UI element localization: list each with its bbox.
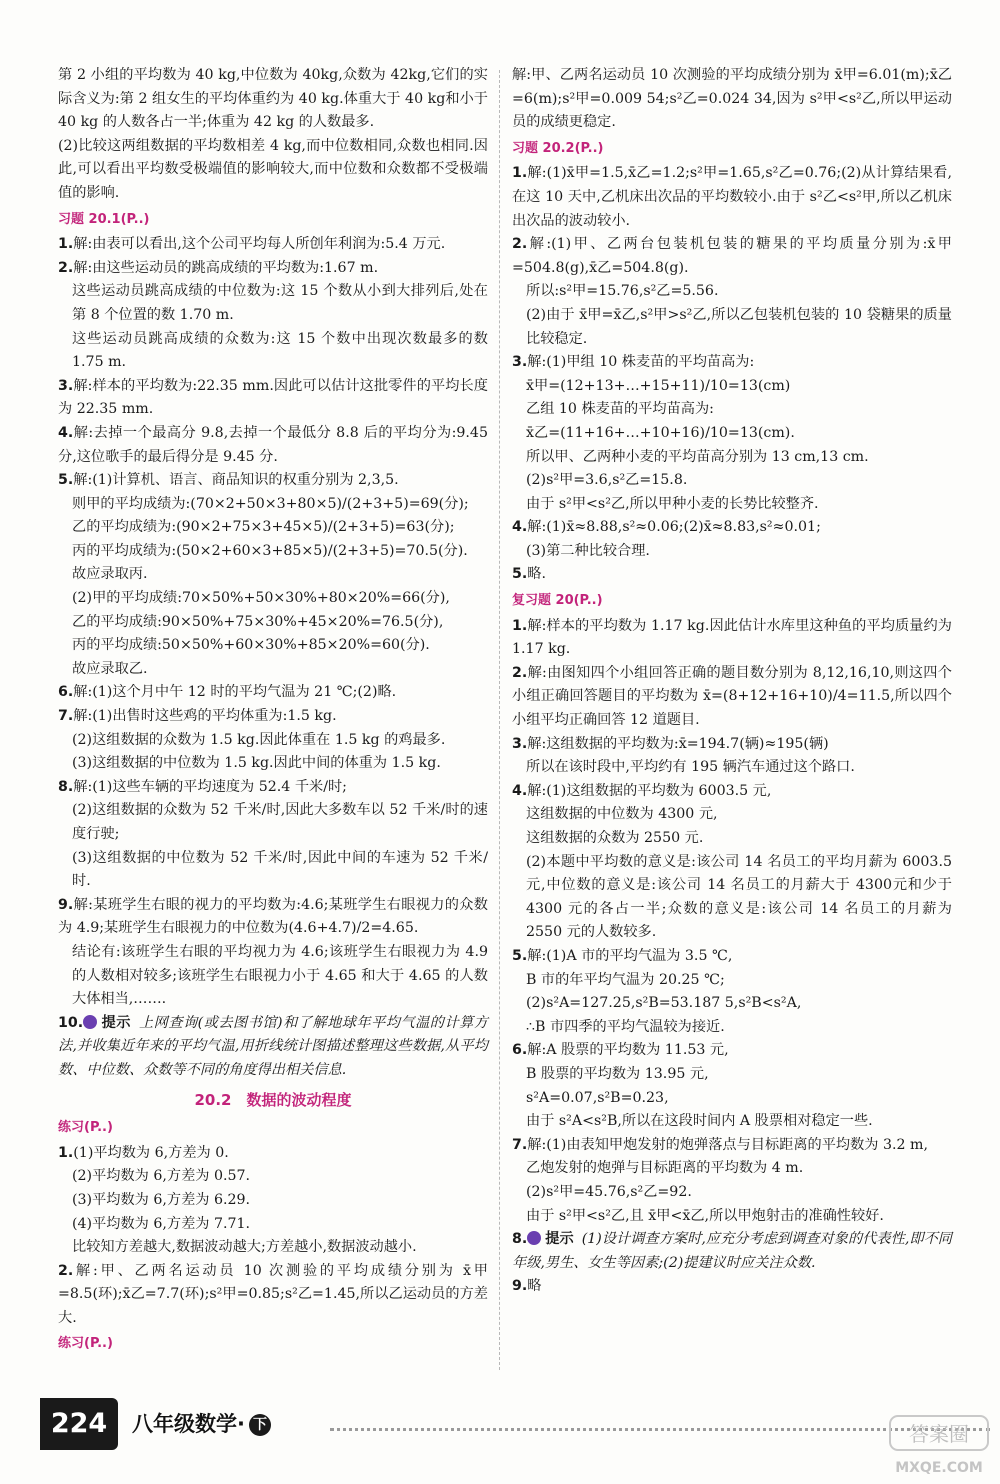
answer-line — [512, 563, 952, 587]
item-number: 6. — [58, 684, 74, 701]
answer-line — [512, 304, 952, 351]
answer-line-text: 解:由图知四个小组回答正确的题目数分别为 8,12,16,10,则这四个小组正确回答题目的平均数为 x̄=(8+12+16+10)/4=11.5,所以四个小组平均正确回答 12 道题目. — [512, 664, 952, 729]
answer-line-text: 解:某班学生右眼的视力的平均数为:4.6;某班学生右眼视力的众数为 4.9;某班学生右眼视力的中位数为(4.6+4.7)/2=4.65. — [58, 896, 488, 937]
answer-line-text: (1)平均数为 6,方差为 0. — [73, 1144, 229, 1161]
section-heading-text: 复习题 20(P..) — [512, 593, 603, 609]
item-number: 4. — [58, 424, 74, 441]
answer-line-text: 解:由这些运动员的跳高成绩的平均数为:1.67 m. — [73, 259, 379, 276]
answer-line — [58, 705, 488, 729]
answer-line — [512, 398, 952, 422]
answer-line-text: 解:样本的平均数为:22.35 mm.因此可以估计这批零件的平均长度为 22.35 mm. — [58, 377, 488, 418]
item-number: 6. — [512, 1042, 528, 1059]
left-column — [58, 64, 488, 1358]
item-number: 10. — [58, 1014, 84, 1031]
section-heading — [58, 208, 488, 232]
answer-line-text: 丙的平均成绩为:(50×2+60×3+85×5)/(2+3+5)=70.5(分). — [72, 542, 468, 559]
answer-line-text: 这些运动员跳高成绩的中位数为:这 15 个数从小到大排列后,处在第 8 个位置的数 1.70 m. — [72, 283, 488, 323]
answer-line-text: 解:(1)A 市的平均气温为 3.5 ℃, — [527, 947, 733, 964]
answer-line-text: 略. — [527, 566, 546, 583]
section-heading-text: 练习(P..) — [58, 1120, 113, 1136]
answer-line-text: 解:这组数据的平均数为:x̄=194.7(辆)≈195(辆) — [527, 735, 829, 752]
answer-line-text: (2)s²A=127.25,s²B=53.187 5,s²B<s²A, — [526, 995, 802, 1012]
answer-line-text: 解:(1)x̄≈8.88,s²≈0.06;(2)x̄≈8.83,s²≈0.01; — [527, 519, 821, 536]
answer-line — [512, 992, 952, 1016]
hint-text: 上网查询(或去图书馆)和了解地球年平均气温的计算方法,并收集近年来的平均气温,用折线统计图描述整理这些数据,从平均数、中位数、众数等不同的角度得出相关信息. — [58, 1014, 488, 1078]
answer-line — [58, 1260, 488, 1331]
chapter-title-text: 20.2 数据的波动程度 — [194, 1090, 352, 1109]
answer-line-text: 解:去掉一个最高分 9.8,去掉一个最低分 8.8 后的平均分为:9.45 分,这位歌手的最后得分是 9.45 分. — [58, 424, 488, 465]
answer-line — [512, 280, 952, 304]
answer-line — [512, 1063, 952, 1087]
answer-line — [512, 733, 952, 757]
answer-line — [58, 1142, 488, 1166]
answer-line — [58, 469, 488, 493]
answer-line — [58, 375, 488, 422]
page-footer — [40, 1398, 1000, 1458]
answer-line — [58, 729, 488, 753]
answer-line — [512, 1157, 952, 1181]
answer-line-text: 这组数据的众数为 2550 元. — [526, 830, 704, 846]
section-heading — [58, 1116, 488, 1140]
item-number: 2. — [512, 236, 528, 253]
answer-line — [512, 1181, 952, 1205]
answer-line-text: 第 2 小组的平均数为 40 kg,中位数为 40kg,众数为 42kg,它们的实际含义为:第 2 组女生的平均体重约为 40 kg.体重大于 40 kg和小于 40 kg 的人数各占一半;体重为 42 kg 的人数最多. — [58, 67, 488, 131]
answer-line — [58, 894, 488, 941]
answer-line — [58, 847, 488, 894]
answer-line-text: B 市的年平均气温为 20.25 ℃; — [526, 971, 725, 988]
hint-icon — [527, 1231, 541, 1245]
answer-line — [58, 233, 488, 257]
answer-line-text: 乙的平均成绩:90×50%+75×30%+45×20%=76.5(分), — [72, 613, 444, 630]
answer-line-text: (2)平均数为 6,方差为 0.57. — [72, 1168, 251, 1185]
section-heading — [512, 589, 952, 613]
answer-line-text: (3)平均数为 6,方差为 6.29. — [72, 1191, 251, 1208]
answer-line — [58, 799, 488, 846]
item-number: 5. — [512, 947, 528, 964]
answer-line-text: 解:(1)由表知甲炮发射的炮弹落点与目标距离的平均数为 3.2 m, — [527, 1136, 929, 1153]
answer-line — [512, 422, 952, 446]
answer-line — [58, 1236, 488, 1260]
answer-line — [512, 233, 952, 280]
section-heading-text: 习题 20.1(P..) — [58, 211, 150, 227]
answer-line-text: (2)比较这两组数据的平均数相差 4 kg,而中位数相同,众数也相同.因此,可以看出平均数受极端值的影响较大,而中位数和众数都不受极端值的影响. — [58, 137, 488, 201]
answer-line-text: 这组数据的中位数为 4300 元, — [526, 806, 718, 823]
answer-line-text: 解:(1)出售时这些鸡的平均体重为:1.5 kg. — [73, 708, 337, 725]
answer-line — [512, 662, 952, 733]
answer-line — [512, 827, 952, 851]
answer-line-text: (2)这组数据的众数为 1.5 kg.因此体重在 1.5 kg 的鸡最多. — [72, 731, 446, 748]
answer-line — [58, 941, 488, 1012]
answer-line-text: 解:(1)x̄甲=1.5,x̄乙=1.2;s²甲=1.65,s²乙=0.76;(2)从计算结果看,在这 10 天中,乙机床出次品的平均数较小.由于 s²乙<s²甲,所以乙机床出次品的波动较小. — [512, 165, 952, 229]
answer-line — [512, 756, 952, 780]
answer-line-text: 结论有:该班学生右眼的平均视力为 4.6;该班学生右眼视力为 4.9 的人数相对较多;该班学生右眼视力小于 4.65 和大于 4.65 的人数大体相当,……. — [72, 943, 488, 1008]
answer-line — [58, 422, 488, 469]
site-watermark-logo — [884, 1412, 994, 1482]
answer-line — [58, 776, 488, 800]
item-number: 1. — [58, 236, 74, 253]
answer-line — [512, 375, 952, 399]
answer-line — [512, 1205, 952, 1229]
answer-line — [58, 658, 488, 682]
answer-line — [58, 280, 488, 327]
answer-line-text: (3)这组数据的中位数为 52 千米/时,因此中间的车速为 52 千米/时. — [72, 849, 488, 890]
answer-line-text: 乙组 10 株麦苗的平均苗高为: — [526, 401, 714, 418]
answer-line-text: (3)这组数据的中位数为 1.5 kg.因此中间的体重为 1.5 kg. — [72, 755, 441, 772]
item-number: 1. — [512, 617, 528, 634]
answer-line-text: ∴B 市四季的平均气温较为接近. — [526, 1018, 725, 1035]
answer-line-text: 解:A 股票的平均数为 11.53 元, — [527, 1042, 729, 1059]
answer-line — [512, 64, 952, 135]
item-number: 2. — [58, 259, 74, 276]
item-number: 7. — [512, 1136, 528, 1153]
item-number: 5. — [512, 566, 528, 583]
answer-line — [58, 563, 488, 587]
column-divider — [499, 70, 500, 1370]
answer-line — [512, 969, 952, 993]
chapter-title — [58, 1089, 488, 1113]
answer-line-text: 解:(1)甲、乙两台包装机包装的糖果的平均质量分别为:x̄甲=504.8(g),x̄乙=504.8(g). — [512, 236, 952, 276]
answer-line-text: x̄乙=(11+16+…+10+16)/10=13(cm). — [526, 424, 795, 441]
answer-line-text: 丙的平均成绩:50×50%+60×30%+85×20%=60(分). — [72, 637, 430, 654]
answer-line — [58, 135, 488, 206]
answer-line-text: 解:(1)计算机、语言、商品知识的权重分别为 2,3,5. — [73, 472, 399, 489]
answer-line-text: 所以甲、乙两种小麦的平均苗高分别为 13 cm,13 cm. — [526, 448, 869, 465]
hint-icon — [83, 1015, 97, 1029]
answer-line — [512, 1134, 952, 1158]
item-number: 9. — [58, 896, 74, 913]
answer-line-text: (4)平均数为 6,方差为 7.71. — [72, 1215, 251, 1232]
answer-line-text: x̄甲=(12+13+…+15+11)/10=13(cm) — [526, 377, 791, 394]
answer-line-text: 略 — [527, 1278, 542, 1295]
answer-line-text: 解:(1)这组数据的平均数为 6003.5 元, — [527, 782, 772, 799]
answer-line — [512, 469, 952, 493]
item-number: 2. — [512, 664, 528, 681]
answer-line — [512, 446, 952, 470]
answer-line-text: (3)第二种比较合理. — [526, 542, 650, 559]
answer-line-text: 由于 s²甲<s²乙,且 x̄甲<x̄乙,所以甲炮射击的准确性较好. — [526, 1207, 884, 1224]
answer-line — [512, 540, 952, 564]
book-title — [132, 1408, 271, 1438]
answer-line-text: 由于 s²甲<s²乙,所以甲种小麦的长势比较整齐. — [526, 495, 819, 512]
answer-line-text: 解:(1)这些车辆的平均速度为 52.4 千米/时; — [73, 778, 347, 795]
answer-line — [58, 64, 488, 135]
answer-line — [58, 257, 488, 281]
item-number: 3. — [58, 377, 74, 394]
book-title-text: 八年级数学· — [132, 1412, 245, 1436]
answer-line-text: (2)由于 x̄甲=x̄乙,s²甲>s²乙,所以乙包装机包装的 10 袋糖果的质量比较稳定. — [526, 306, 952, 347]
item-number: 7. — [58, 708, 74, 725]
answer-line — [512, 516, 952, 540]
item-number: 1. — [58, 1144, 74, 1161]
answer-line — [58, 516, 488, 540]
answer-line-text: s²A=0.07,s²B=0.23, — [526, 1089, 669, 1106]
answer-line — [58, 493, 488, 517]
answer-line — [512, 351, 952, 375]
answer-line — [58, 540, 488, 564]
answer-line — [512, 162, 952, 233]
answer-line-text: 比较知方差越大,数据波动越大;方差越小,数据波动越小. — [72, 1239, 417, 1256]
answer-line-text: 解:样本的平均数为 1.17 kg.因此估计水库里这种鱼的平均质量约为 1.17 kg. — [512, 617, 952, 658]
answer-line — [512, 945, 952, 969]
answer-line — [512, 1275, 952, 1299]
answer-line — [512, 1016, 952, 1040]
item-number: 9. — [512, 1278, 528, 1295]
answer-line — [58, 681, 488, 705]
answer-line-text: 则甲的平均成绩为:(70×2+50×3+80×5)/(2+3+5)=69(分); — [72, 495, 469, 512]
item-number: 5. — [58, 472, 74, 489]
section-heading-text: 练习(P..) — [58, 1336, 113, 1352]
answer-line — [512, 1110, 952, 1134]
answer-line — [58, 1189, 488, 1213]
item-number: 3. — [512, 354, 528, 371]
answer-line-text: 所以:s²甲=15.76,s²乙=5.56. — [526, 283, 719, 300]
answer-line — [58, 328, 488, 375]
section-heading — [58, 1332, 488, 1356]
answer-line — [512, 615, 952, 662]
right-column — [512, 64, 952, 1299]
answer-line-text: 由于 s²A<s²B,所以在这段时间内 A 股票相对稳定一些. — [526, 1113, 873, 1130]
answer-line-text: 解:甲、乙两名运动员 10 次测验的平均成绩分别为 x̄甲=6.01(m);x̄乙=6(m);s²甲=0.009 54;s²乙=0.024 34,因为 s²甲<s²乙,所以甲运动员的成绩更稳定. — [512, 67, 952, 131]
answer-line — [58, 1213, 488, 1237]
hint-label: 提示 — [545, 1231, 574, 1248]
answer-line-text: B 股票的平均数为 13.95 元, — [526, 1065, 709, 1082]
answer-line — [512, 803, 952, 827]
answer-line-text: (2)本题中平均数的意义是:该公司 14 名员工的平均月薪为 6003.5 元,中位数的意义是:该公司 14 名员工的月薪大于 4300元和少于 4300 元的各占一半;众数的意义是:该公司 14 名员工的月薪为 2550 元的人数较多. — [526, 853, 952, 941]
answer-line-text: 解:由表可以看出,这个公司平均每人所创年利润为:5.4 万元. — [73, 236, 446, 253]
answer-line — [512, 1039, 952, 1063]
answer-line-text: 故应录取丙. — [72, 566, 148, 583]
hint-text: (1)设计调查方案时,应充分考虑到调查对象的代表性,即不同年级,男生、女生等因素;(2)提建议时应关注众数. — [512, 1231, 952, 1271]
answer-line — [58, 634, 488, 658]
item-number: 8. — [512, 1231, 528, 1248]
section-heading-text: 习题 20.2(P..) — [512, 140, 604, 156]
answer-line — [58, 1165, 488, 1189]
item-number: 8. — [58, 778, 74, 795]
answer-line-text: (2)甲的平均成绩:70×50%+50×30%+80×20%=66(分), — [72, 590, 450, 607]
answer-line — [58, 611, 488, 635]
answer-line — [512, 1087, 952, 1111]
item-number: 4. — [512, 519, 528, 536]
svg-text:答案圈: 答案圈 — [909, 1422, 969, 1446]
answer-line-text: (2)s²甲=3.6,s²乙=15.8. — [526, 472, 688, 489]
svg-text:MXQE.COM: MXQE.COM — [895, 1460, 983, 1476]
answer-line-text: 解:(1)甲组 10 株麦苗的平均苗高为: — [527, 354, 755, 371]
page-number: 224 — [40, 1398, 118, 1450]
hint-item — [58, 1012, 488, 1083]
answer-line-text: 解:甲、乙两名运动员 10 次测验的平均成绩分别为 x̄甲=8.5(环);x̄乙=7.7(环);s²甲=0.85;s²乙=1.45,所以乙运动员的方差大. — [58, 1262, 488, 1326]
answer-line — [512, 851, 952, 945]
item-number: 4. — [512, 782, 528, 799]
item-number: 2. — [58, 1262, 74, 1279]
answer-line-text: 故应录取乙. — [72, 660, 148, 677]
answer-line-text: 所以在该时段中,平均约有 195 辆汽车通过这个路口. — [526, 759, 855, 776]
answer-line — [512, 493, 952, 517]
answer-line — [512, 780, 952, 804]
hint-label: 提示 — [101, 1014, 131, 1031]
answer-line-text: 解:(1)这个月中午 12 时的平均气温为 21 ℃;(2)略. — [73, 684, 397, 701]
answer-line-text: (2)s²甲=45.76,s²乙=92. — [526, 1183, 692, 1200]
answer-line — [58, 752, 488, 776]
answer-line-text: 这些运动员跳高成绩的众数为:这 15 个数中出现次数最多的数 1.75 m. — [72, 330, 488, 371]
answer-line — [58, 587, 488, 611]
answer-line-text: (2)这组数据的众数为 52 千米/时,因此大多数车以 52 千米/时的速度行驶; — [72, 802, 488, 842]
item-number: 3. — [512, 735, 528, 752]
item-number: 1. — [512, 165, 528, 182]
volume-badge: 下 — [249, 1414, 271, 1436]
answer-line-text: 乙的平均成绩为:(90×2+75×3+45×5)/(2+3+5)=63(分); — [72, 519, 455, 536]
hint-item — [512, 1228, 952, 1275]
section-heading — [512, 137, 952, 161]
answer-line-text: 乙炮发射的炮弹与目标距离的平均数为 4 m. — [526, 1160, 804, 1177]
